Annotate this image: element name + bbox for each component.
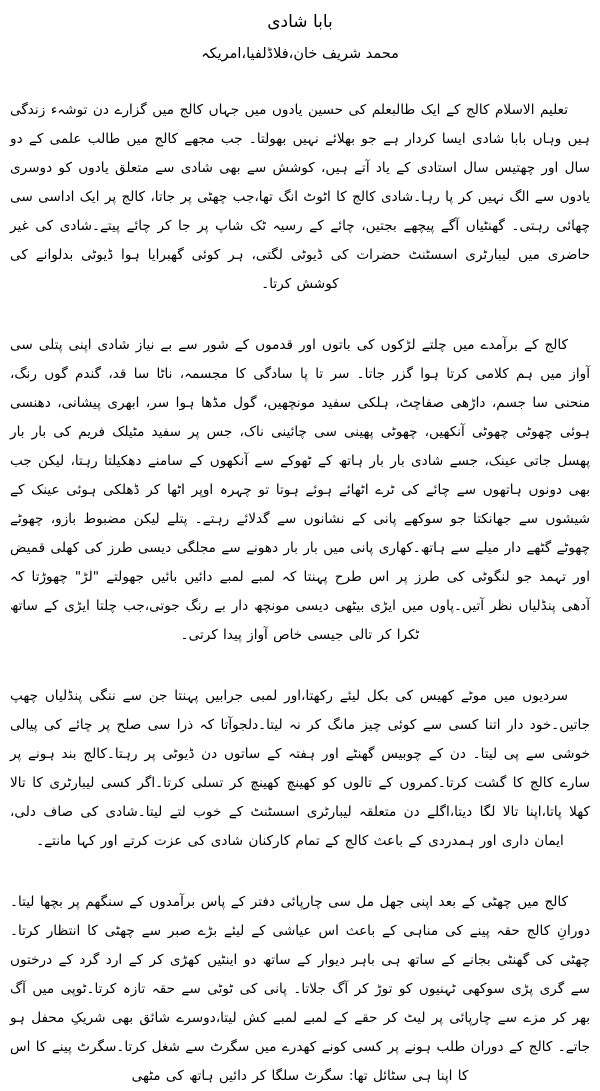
paragraph-3: سردیوں میں موٹے کھیس کی بکل لیئے رکھتا،اور لمبی جرابیں پہنتا جن سے ننگی پنڈلیاں چھپ جاتیں۔خود دار اتنا کسی سے کوئی چیز مانگ کر نہ لیتا۔دلجوآتا کہ ذرا سی صلح پر چائے کی پیالی خوشی سے پی لیتا۔ دن کے چوبیس گھنٹے اور ہفتہ کے ساتوں دن ڈیوٹی پر رہتا۔کالج بند ہونے پر سارے کالج کا گشت کرتا۔کمروں کے تالوں کو کھینچ کھینچ کر تسلی کرتا۔اگر کسی لیبارٹری کا تالا کھلا پاتا،اپنا تالا لگا دیتا،اگلے دن متعلقہ لیبارٹری اسسٹنٹ کے خوب لتے لیتا۔شادی کی صاف دلی، ایمان داری اور ہمدردی کے باعث کالج کے تمام کارکنان شادی کی عزت کرتے اور کہا مانتے۔ (10, 688, 590, 849)
paragraph-1: تعلیم الاسلام کالج کے ایک طالبعلم کی حسین یادوں میں جہاں کالج میں گزارے دن توشہء زندگی ہیں وہاں بابا شادی ایسا کردار ہے جو بھلائے نہیں بھولتا۔ جب مجھے کالج میں طالب علمی کے دو سال اور چھتیس سال استادی کے یاد آتے ہیں، کوشش سے بھی شادی سے متعلق یادوں کو دوسری یادوں سے الگ نہیں کر پا رہا۔شادی کالج کا اٹوٹ انگ تھا،جب چھٹی پر جاتا، کالج پر ایک اداسی سی چھائی رہتی۔ گھنٹیاں آگے پیچھے بجتیں، چائے کے رسیہ ٹک شاپ پر جا کر چائے پیتے۔شادی کی غیر حاضری میں لیبارٹری اسسٹنٹ حضرات کی ڈیوٹی لگتی، ہر کوئی گھبرایا ہوا ڈیوٹی بدلوانے کی کوشش کرتا۔ (10, 102, 590, 292)
paragraph-2: کالج کے برآمدے میں چلتے لڑکوں کی باتوں اور قدموں کے شور سے بے نیاز شادی اپنی پتلی سی آواز میں ہم کلامی کرتا ہوا گزر جاتا۔ سر تا پا سادگی کا مجسمہ، ناٹا سا قد، گندم گوں رنگ، منحنی سا جسم، داڑھی صفاچٹ، ہلکی سفید مونچھیں، گول مڈھا ہوا سر، ابھری پیشانی، دھنسی ہوئی چھوٹی چھوٹی آنکھیں، چھوٹی پھینی سی چائینی ناک، جس پر سفید مٹیلک فریم کی بار بار پھسل جاتی عینک، جسے شادی بار بار ہاتھ کے ٹھوکے سے آنکھوں کے سامنے دھکیلتا رہتا، لیکن جب بھی دونوں ہاتھوں سے چائے کی ٹرے اٹھائے ہوئے ہوتا تو چہرہ اوپر اٹھا کر ڈھلکی ہوئی عینک کے شیشوں سے جھانکتا جو سوکھے پانی کے نشانوں سے گدلائے رہتے۔ پتلے لیکن مضبوط بازو، چھوٹے چھوٹے گٹھے دار میلے سے ہاتھ۔کھاری پانی میں بار بار دھونے سے مجلگی دیسی طرز کی کھلی قمیض اور تہمد جو لنگوٹی کی طرز پر اس طرح پہنتا کہ لمبے لمبے دائیں بائیں جھولتے "لڑ" چھوڑتا کہ آدھی پنڈلیاں نظر آتیں۔پاوں میں ایڑی بیٹھی دیسی مونچھ دار بے رنگ جوتی،جب چلتا ایڑی کے ساتھ ٹکرا کر تالی جیسی خاص آواز پیدا کرتی۔ (10, 337, 590, 643)
page-title: بابا شادی (267, 12, 333, 32)
paragraph-4: کالج میں چھٹی کے بعد اپنی جھل مل سی چارپائی دفتر کے پاس برآمدوں کے سنگھم پر بچھا لیتا۔ دورانِ کالج حقہ پینے کی مناہی کے باعث اس عیاشی کے لیئے بڑے صبر سے چھٹی کا انتظار کرتا۔چھٹی کی گھنٹی بجانے کے ساتھ ہی باہر دیوار کے ساتھ دو اینٹیں کھڑی کر کے ارد گرد کے درختوں سے گری پڑی سوکھی ٹہنیوں کو توڑ کر آگ جلاتا۔ پانی کی ٹوٹی سے حقہ تازہ کرتا۔ٹوپی میں آگ بھر کر مزے سے چارپائی پر لیٹ کر حقے کے لمبے لمبے کش لیتا،دوسرے شائق بھی شریکِ محفل ہو جاتے۔ کالج کے دوران طلب ہونے پر کسی کونے کھدرے میں سگرٹ سے شغل کرتا۔سگرٹ پینے کا اس کا اپنا ہی سٹائل تھا: سگرٹ سلگا کر دائیں ہاتھ کی مٹھی (10, 894, 590, 1084)
byline: محمد شریف خان،فلاڈلفیا،امریکہ (201, 46, 399, 62)
